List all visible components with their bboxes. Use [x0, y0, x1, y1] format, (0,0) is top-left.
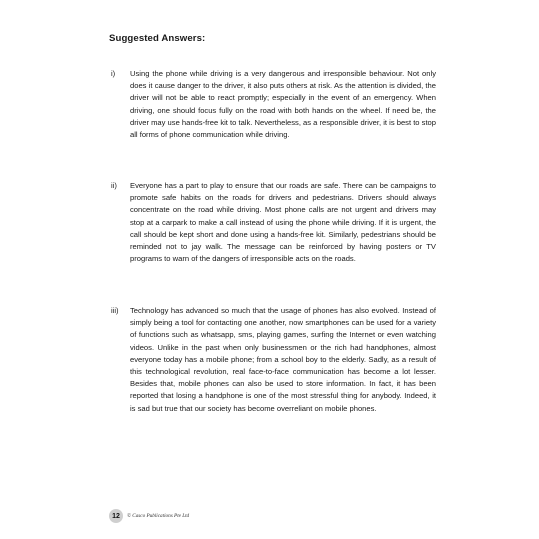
answer-text: Everyone has a part to play to ensure that our roads are safe. There can be campaigns to promote safe habits on the roads for drivers and pedestrians. Drivers should always concentrate on the road while driving. Most phone calls are not urgent and drivers may stop at a carpark to make a call instead of using the phone while driving. If it is urgent, the call should be kept short and done using a hands-free kit. Similarly, pedestrians should be reminded not to jay walk. The message can be reinforced by having posters or TV programs to warn of the dangers of irresponsible acts on the roads.	[130, 181, 436, 264]
section-heading: Suggested Answers:	[109, 33, 206, 44]
answer-number: i)	[111, 69, 116, 78]
copyright-notice: © Casco Publications Pte Ltd	[127, 513, 190, 519]
answer-text: Technology has advanced so much that the usage of phones has also evolved. Instead of simply being a tool for contacting one another, now smartphones can be used for a variety of functions such as whatsapp, sms, playing games, surfing the Internet or even watching videos. Unlike in the past when only businessmen or the rich had handphones, almost everyone today has a mobile phone; from a school boy to the elderly. Sadly, as a result of this technological revolution, real face-to-face communication has become a lot lesser. Besides that, mobile phones can also be used to store information. In fact, it has been reported that losing a handphone is one of the most stressful thing for anybody. Indeed, it is sad but true that our society has become overreliant on mobile phones.	[130, 306, 436, 413]
answer-text: Using the phone while driving is a very dangerous and irresponsible behaviour. Not only does it cause danger to the driver, it also puts others at risk. As the attention is divided, the driver will not be able to react promptly; especially in the event of an emergency. When driving, one should focus fully on the road with both hands on the wheel. If need be, the driver may use hands-free kit to talk. Nevertheless, as a responsible driver, it is best to stop all forms of phone communication while driving.	[130, 69, 436, 140]
answer-number: ii)	[111, 181, 117, 190]
page-number-badge: 12	[109, 509, 123, 523]
page-footer	[109, 509, 189, 523]
answer-number: iii)	[111, 306, 119, 315]
